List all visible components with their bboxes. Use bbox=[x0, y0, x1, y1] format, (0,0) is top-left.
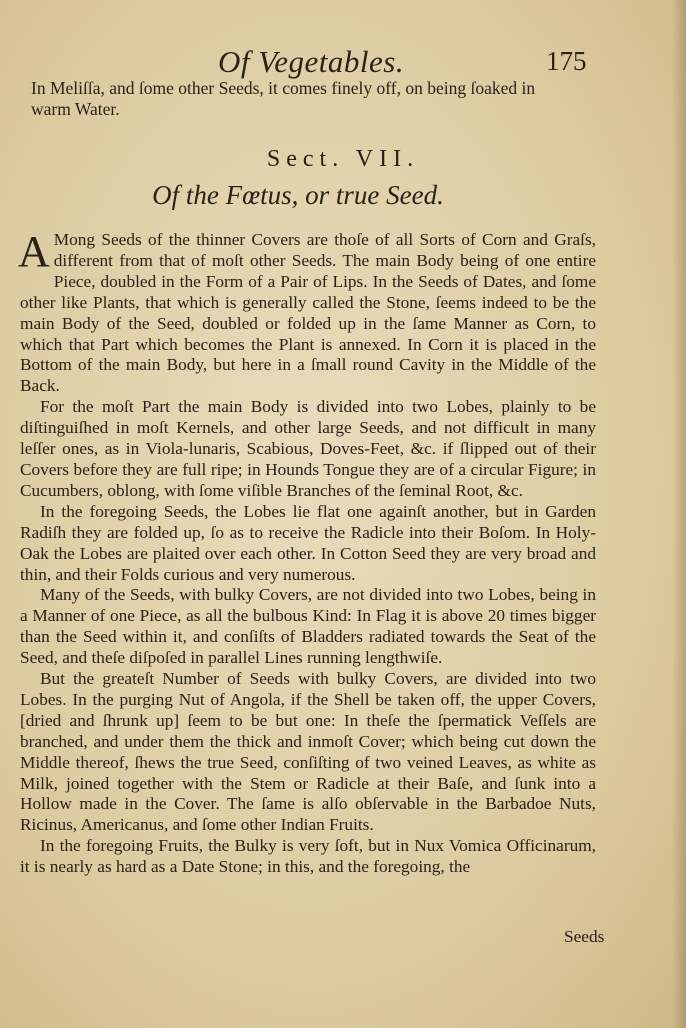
body-text bbox=[18, 227, 596, 878]
continued-line-1: In Meliſſa, and ſome other Seeds, it comes finely off, on being ſoaked in bbox=[31, 78, 536, 98]
paragraph-3: In the foregoing Seeds, the Lobes lie flat one againſt another, but in Garden Radiſh they are folded up, ſo as to receive the Radicle into their Boſom. In Holy-Oak the Lobes are plaited over each other. In Cotton Seed they are very broad and thin, and their Folds curious and very numerous. bbox=[20, 501, 596, 584]
continued-line-2: warm Water. bbox=[31, 99, 120, 119]
catchword: Seeds bbox=[564, 927, 605, 946]
paragraph-4: Many of the Seeds, with bulky Covers, are not divided into two Lobes, being in a Manner of one Piece, as all the bulbous Kind: In Flag it is above 20 times bigger than the Seed within it, and conſiſts of Bladders radiated towards the Seat of the Seed, and theſe diſpoſed in parallel Lines running lengthwiſe. bbox=[20, 585, 596, 668]
paragraph-1 bbox=[18, 227, 596, 397]
drop-cap: A bbox=[18, 227, 50, 276]
section-title: Of the Fœtus, or true Seed. bbox=[152, 180, 444, 210]
section-number: Sect. VII. bbox=[266, 146, 420, 172]
running-title: Of Vegetables. bbox=[218, 44, 405, 79]
paragraph-5: But the greateſt Number of Seeds with bulky Covers, are divided into two Lobes. In the purging Nut of Angola, if the Shell be taken off, the upper Covers, [dried and ſhrunk up] ſeem to be but one: In theſe the ſpermatick Veſſels are branched, and under them the thick and inmoſt Cover; which being cut down the Middle thereof, ſhews the true Seed, conſiſting of two veined Leaves, as white as Milk, joined together with the Stem or Radicle at their Baſe, and ſunk into a Hollow made in the Cover. The ſame is alſo obſervable in the Barbadoe Nuts, Ricinus, Americanus, and ſome other Indian Fruits. bbox=[20, 669, 596, 835]
paragraph-1-text: Mong Seeds of the thinner Covers are thoſe of all Sorts of Corn and Graſs, different from that of moſt other Seeds. The main Body being of one entire Piece, doubled in the Form of a Pair of Lips. In the Seeds of Dates, and ſome other like Plants, that which is generally called the Stone, ſeems indeed to be the main Body of the Seed, doubled or folded up in the ſame Manner as Corn, to which that Part which becomes the Plant is annexed. In Corn it is placed in the Bottom of the main Body, but here in a ſmall round Cavity in the Middle of the Back. bbox=[20, 230, 596, 396]
paragraph-2: For the moſt Part the main Body is divided into two Lobes, plainly to be diſtinguiſhed in moſt Kernels, and other large Seeds, and not difficult in many leſſer ones, as in Viola-lunaris, Scabious, Doves-Feet, &c. if ſlipped out of their Covers before they are full ripe; in Hounds Tongue they are of a circular Figure; in Cucumbers, oblong, with ſome viſible Branches of the ſeminal Root, &c. bbox=[20, 397, 596, 500]
page-number: 175 bbox=[546, 46, 587, 76]
paragraph-6: In the foregoing Fruits, the Bulky is very ſoft, but in Nux Vomica Officinarum, it is nearly as hard as a Date Stone; in this, and the foregoing, the bbox=[20, 836, 596, 877]
continued-paragraph bbox=[31, 78, 591, 120]
